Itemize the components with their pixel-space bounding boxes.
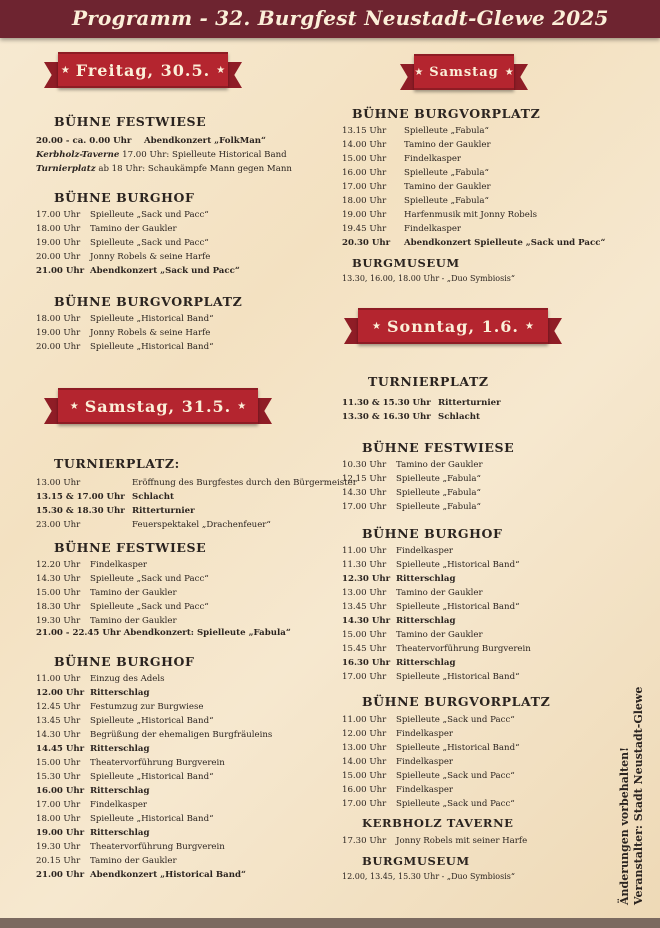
section-title: BURGMUSEUM: [362, 854, 470, 868]
row-desc: Spielleute „Fabula“: [396, 488, 481, 498]
schedule-row: [36, 686, 326, 700]
row-desc: Tamino der Gaukler: [90, 616, 177, 626]
section-title: BÜHNE FESTWIESE: [54, 114, 207, 129]
row-desc: Spielleute „Historical Band“: [90, 314, 214, 324]
star-icon: ★: [414, 66, 424, 78]
row-desc: Spielleute „Sack und Pacc“: [90, 602, 209, 612]
schedule-row: [342, 124, 642, 138]
freitag-burghof: [36, 208, 296, 278]
star-icon: ★: [216, 64, 226, 76]
row-time: 18.00 Uhr: [342, 196, 387, 206]
row-desc: Schlacht: [132, 492, 174, 502]
schedule-row: [342, 194, 642, 208]
row-time: 14.00 Uhr: [342, 757, 387, 767]
row-time: 19.00 Uhr: [36, 828, 85, 838]
schedule-row: [36, 490, 336, 504]
row-desc: Tamino der Gaukler: [90, 856, 177, 866]
row-time: 13.00 Uhr: [36, 478, 81, 488]
sonntag-festwiese: [342, 458, 602, 514]
row-time: 15.00 Uhr: [36, 758, 81, 768]
schedule-row: [342, 614, 602, 628]
row-desc: Harfenmusik mit Jonny Robels: [404, 210, 538, 220]
row-time: 17.30 Uhr: [342, 836, 387, 846]
row-desc: Ritterschlag: [90, 786, 150, 796]
row-desc: Abendkonzert „Sack und Pacc“: [90, 266, 240, 276]
row-desc: Spielleute „Historical Band“: [90, 814, 214, 824]
header-bar: [0, 0, 660, 38]
burgmuseum-line: 12.00, 13.45, 15.30 Uhr - „Duo Symbiosis“: [342, 872, 515, 881]
banner-samstag: [44, 388, 272, 424]
row-desc: Abendkonzert Spielleute „Sack und Pacc“: [404, 238, 606, 248]
row-time: 20.30 Uhr: [342, 238, 391, 248]
schedule-row: [36, 264, 296, 278]
schedule-row: [36, 826, 326, 840]
schedule-row: [36, 518, 336, 532]
row-time: 12.30 Uhr: [342, 574, 391, 584]
samstag-burghof: [36, 672, 326, 882]
list-item: Kerbholz-Taverne 17.00 Uhr: Spielleute Historical Band: [36, 150, 287, 160]
row-desc: Spielleute „Fabula“: [404, 196, 489, 206]
schedule-row: [342, 396, 602, 410]
schedule-row: [36, 700, 326, 714]
row-desc: Ritterschlag: [396, 574, 456, 584]
schedule-row: [342, 208, 642, 222]
row-time: 13.00 Uhr: [342, 588, 387, 598]
row-desc: Tamino der Gaukler: [396, 630, 483, 640]
row-desc: Spielleute „Sack und Pacc“: [396, 799, 515, 809]
schedule-row: [342, 152, 642, 166]
row-time: 11.30 & 15.30 Uhr: [342, 398, 431, 408]
row-desc: Findelkasper: [396, 729, 454, 739]
schedule-row: [36, 742, 326, 756]
schedule-row: [36, 812, 326, 826]
row-desc: Jonny Robels mit seiner Harfe: [396, 836, 528, 846]
banner-freitag: [44, 52, 242, 88]
schedule-row: [36, 798, 326, 812]
schedule-row: [342, 628, 602, 642]
row-desc: Spielleute „Historical Band“: [396, 672, 520, 682]
schedule-row: [36, 312, 296, 326]
row-time: 10.30 Uhr: [342, 460, 387, 470]
row-time: 19.00 Uhr: [342, 210, 387, 220]
row-desc: Spielleute „Historical Band“: [396, 560, 520, 570]
schedule-row: [342, 600, 602, 614]
schedule-row: [342, 222, 642, 236]
row-time: 15.30 Uhr: [36, 772, 81, 782]
banner-label: Freitag, 30.5.: [75, 60, 211, 80]
schedule-row: [36, 756, 326, 770]
schedule-row: [36, 572, 326, 586]
row-time: 17.00 Uhr: [342, 502, 387, 512]
schedule-row: [342, 741, 602, 755]
row-desc: Tamino der Gaukler: [404, 182, 491, 192]
row-desc: Spielleute „Sack und Pacc“: [396, 771, 515, 781]
section-title: TURNIERPLATZ:: [54, 456, 180, 471]
schedule-row: [36, 326, 296, 340]
star-icon: ★: [60, 64, 70, 76]
schedule-row: [342, 180, 642, 194]
row-time: 14.00 Uhr: [342, 140, 387, 150]
star-icon: ★: [504, 66, 514, 78]
schedule-row: [36, 614, 326, 628]
row-time: 13.45 Uhr: [342, 602, 387, 612]
row-time: 18.30 Uhr: [36, 602, 81, 612]
row-time: 17.00 Uhr: [36, 800, 81, 810]
row-time: 12.45 Uhr: [36, 702, 81, 712]
schedule-row: [342, 410, 602, 424]
banner-label: Samstag: [429, 64, 499, 80]
star-icon: ★: [372, 320, 381, 332]
samstag-right-burgvorplatz: [342, 124, 642, 250]
schedule-row: [36, 728, 326, 742]
sonntag-kerbholz: [342, 834, 602, 848]
schedule-row: [36, 600, 326, 614]
row-time: 21.00 Uhr: [36, 870, 85, 880]
row-time: 19.45 Uhr: [342, 224, 387, 234]
schedule-row: [342, 834, 602, 848]
row-time: 19.00 Uhr: [36, 238, 81, 248]
row-desc: Jonny Robels & seine Harfe: [90, 252, 211, 262]
section-title: BÜHNE BURGHOF: [362, 526, 503, 541]
row-desc: Spielleute „Fabula“: [396, 502, 481, 512]
row-time: 15.45 Uhr: [342, 644, 387, 654]
section-title: KERBHOLZ TAVERNE: [362, 816, 514, 830]
row-desc: Spielleute „Sack und Pacc“: [90, 238, 209, 248]
row-time: 11.00 Uhr: [342, 715, 387, 725]
row-time: 14.30 Uhr: [36, 574, 81, 584]
row-time: 19.30 Uhr: [36, 842, 81, 852]
row-desc: Ritterschlag: [90, 744, 150, 754]
row-time: 13.30 & 16.30 Uhr: [342, 412, 431, 422]
row-time: 16.30 Uhr: [342, 658, 391, 668]
row-time: 15.00 Uhr: [342, 771, 387, 781]
schedule-row: [36, 770, 326, 784]
note-organizer: Veranstalter: Stadt Neustadt-Glewe: [632, 686, 645, 905]
schedule-row: [36, 854, 326, 868]
schedule-row: [342, 670, 602, 684]
schedule-row: [342, 642, 602, 656]
row-desc: Jonny Robels & seine Harfe: [90, 328, 211, 338]
section-title: BÜHNE BURGVORPLATZ: [362, 694, 551, 709]
schedule-row: [36, 586, 326, 600]
row-time: 15.30 & 18.30 Uhr: [36, 506, 125, 516]
row-desc: Tamino der Gaukler: [396, 588, 483, 598]
row-desc: Spielleute „Historical Band“: [396, 743, 520, 753]
schedule-row: [36, 868, 326, 882]
row-time: 13.15 & 17.00 Uhr: [36, 492, 125, 502]
row-time: 17.00 Uhr: [342, 182, 387, 192]
schedule-row: [36, 714, 326, 728]
row-desc: Spielleute „Historical Band“: [396, 602, 520, 612]
row-time: 13.45 Uhr: [36, 716, 81, 726]
row-time: 15.00 Uhr: [342, 154, 387, 164]
row-desc: Begrüßung der ehemaligen Burgfräuleins: [90, 730, 273, 740]
samstag-festwiese-last: 21.00 - 22.45 Uhr Abendkonzert: Spielleute „Fabula“: [36, 628, 291, 638]
row-time: 18.00 Uhr: [36, 224, 81, 234]
row-time: 12.20 Uhr: [36, 560, 81, 570]
section-title: BÜHNE BURGHOF: [54, 654, 195, 669]
section-title: BÜHNE BURGHOF: [54, 190, 195, 205]
row-desc: Einzug des Adels: [90, 674, 165, 684]
freitag-festwiese: [36, 134, 336, 176]
schedule-row: [342, 713, 602, 727]
row-desc: Spielleute „Sack und Pacc“: [90, 210, 209, 220]
schedule-row: [342, 586, 602, 600]
section-title: BÜHNE FESTWIESE: [362, 440, 515, 455]
banner-samstag-right: [400, 54, 528, 90]
row-desc: Eröffnung des Burgfestes durch den Bürgermeister: [132, 478, 357, 488]
star-icon: ★: [237, 400, 247, 412]
row-time: 12.00 Uhr: [36, 688, 85, 698]
row-time: 20.15 Uhr: [36, 856, 81, 866]
star-icon: ★: [524, 320, 534, 332]
samstag-turnierplatz: [36, 476, 357, 532]
row-desc: Findelkasper: [404, 224, 462, 234]
note-changes: Änderungen vorbehalten!: [618, 747, 631, 905]
schedule-row: [342, 558, 602, 572]
banner-sonntag: [344, 308, 562, 344]
row-time: 14.30 Uhr: [342, 616, 391, 626]
row-time: 12.15 Uhr: [342, 474, 387, 484]
schedule-row: [342, 500, 602, 514]
row-time: 12.00 Uhr: [342, 729, 387, 739]
row-desc: Findelkasper: [90, 560, 148, 570]
section-title: TURNIERPLATZ: [368, 374, 489, 389]
row-time: 13.15 Uhr: [342, 126, 387, 136]
schedule-row: [36, 840, 326, 854]
page-title: Programm - 32. Burgfest Neustadt-Glewe 2025: [72, 6, 609, 30]
row-time: 20.00 Uhr: [36, 252, 81, 262]
row-desc: Findelkasper: [404, 154, 462, 164]
row-desc: Tamino der Gaukler: [396, 460, 483, 470]
schedule-row: [36, 208, 296, 222]
row-time: 14.45 Uhr: [36, 744, 85, 754]
section-title: BÜHNE BURGVORPLATZ: [352, 106, 541, 121]
row-time: 11.00 Uhr: [342, 546, 387, 556]
schedule-row: [36, 340, 296, 354]
row-desc: Tamino der Gaukler: [90, 224, 177, 234]
row-desc: Ritterturnier: [132, 506, 195, 516]
sonntag-turnierplatz: [342, 396, 602, 424]
row-time: 14.30 Uhr: [342, 488, 387, 498]
row-time: 20.00 Uhr: [36, 342, 81, 352]
section-title: BÜHNE FESTWIESE: [54, 540, 207, 555]
schedule-row: [36, 784, 326, 798]
schedule-row: [342, 166, 642, 180]
row-time: 13.00 Uhr: [342, 743, 387, 753]
section-title: BÜHNE BURGVORPLATZ: [54, 294, 243, 309]
row-time: 15.00 Uhr: [36, 588, 81, 598]
list-item: 20.00 - ca. 0.00 Uhr Abendkonzert „FolkMan“: [36, 136, 266, 146]
row-desc: Ritterturnier: [438, 398, 501, 408]
bottom-bar: [0, 918, 660, 928]
row-time: 16.00 Uhr: [342, 168, 387, 178]
row-time: 17.00 Uhr: [342, 672, 387, 682]
row-time: 11.00 Uhr: [36, 674, 81, 684]
schedule-row: [342, 769, 602, 783]
row-desc: Tamino der Gaukler: [90, 588, 177, 598]
samstag-festwiese: [36, 558, 326, 628]
row-time: 19.00 Uhr: [36, 328, 81, 338]
schedule-row: [36, 558, 326, 572]
star-icon: ★: [69, 400, 79, 412]
row-desc: Ritterschlag: [396, 616, 456, 626]
schedule-row: [342, 486, 602, 500]
row-desc: Theatervorführung Burgverein: [90, 758, 225, 768]
row-desc: Spielleute „Historical Band“: [90, 772, 214, 782]
schedule-row: [36, 476, 357, 490]
schedule-row: [36, 672, 326, 686]
row-desc: Ritterschlag: [396, 658, 456, 668]
row-desc: Ritterschlag: [90, 688, 150, 698]
schedule-row: [342, 727, 602, 741]
schedule-row: [342, 755, 602, 769]
row-desc: Abendkonzert „Historical Band“: [90, 870, 246, 880]
schedule-row: [342, 544, 602, 558]
row-desc: Spielleute „Sack und Pacc“: [90, 574, 209, 584]
row-desc: Spielleute „Fabula“: [396, 474, 481, 484]
row-desc: Findelkasper: [396, 757, 454, 767]
schedule-row: [342, 472, 602, 486]
row-desc: Ritterschlag: [90, 828, 150, 838]
row-desc: Spielleute „Historical Band“: [90, 342, 214, 352]
row-desc: Findelkasper: [396, 785, 454, 795]
schedule-row: [342, 783, 602, 797]
schedule-row: [342, 797, 602, 811]
row-time: 16.00 Uhr: [342, 785, 387, 795]
row-desc: Findelkasper: [90, 800, 148, 810]
row-time: 18.00 Uhr: [36, 814, 81, 824]
row-time: 16.00 Uhr: [36, 786, 85, 796]
row-time: 19.30 Uhr: [36, 616, 81, 626]
row-desc: Theatervorführung Burgverein: [90, 842, 225, 852]
row-desc: Tamino der Gaukler: [404, 140, 491, 150]
row-desc: Festumzug zur Burgwiese: [90, 702, 204, 712]
schedule-row: [342, 138, 642, 152]
schedule-row: [342, 656, 602, 670]
row-desc: Theatervorführung Burgverein: [396, 644, 531, 654]
row-desc: Spielleute „Sack und Pacc“: [396, 715, 515, 725]
schedule-row: [36, 504, 336, 518]
row-time: 17.00 Uhr: [342, 799, 387, 809]
row-desc: Spielleute „Fabula“: [404, 168, 489, 178]
row-desc: Feuerspektakel „Drachenfeuer“: [132, 520, 271, 530]
vertical-notes: [618, 687, 646, 905]
row-desc: Spielleute „Historical Band“: [90, 716, 214, 726]
banner-label: Sonntag, 1.6.: [387, 316, 519, 336]
schedule-row: [36, 250, 296, 264]
banner-label: Samstag, 31.5.: [84, 396, 232, 416]
freitag-burgvorplatz: [36, 312, 296, 354]
row-time: 23.00 Uhr: [36, 520, 81, 530]
row-time: 14.30 Uhr: [36, 730, 81, 740]
section-title: BURGMUSEUM: [352, 256, 460, 270]
burgmuseum-line: 13.30, 16.00, 18.00 Uhr - „Duo Symbiosis“: [342, 274, 515, 283]
row-desc: Schlacht: [438, 412, 480, 422]
schedule-row: [342, 572, 602, 586]
row-time: 21.00 Uhr: [36, 266, 85, 276]
row-time: 11.30 Uhr: [342, 560, 387, 570]
list-item: Turnierplatz ab 18 Uhr: Schaukämpfe Mann gegen Mann: [36, 164, 292, 174]
schedule-row: [36, 222, 296, 236]
sonntag-burgvorplatz: [342, 713, 602, 811]
row-desc: Spielleute „Fabula“: [404, 126, 489, 136]
row-time: 15.00 Uhr: [342, 630, 387, 640]
schedule-row: [36, 236, 296, 250]
row-time: 17.00 Uhr: [36, 210, 81, 220]
schedule-row: [342, 458, 602, 472]
row-desc: Findelkasper: [396, 546, 454, 556]
schedule-row: [342, 236, 642, 250]
row-time: 18.00 Uhr: [36, 314, 81, 324]
sonntag-burghof: [342, 544, 602, 684]
